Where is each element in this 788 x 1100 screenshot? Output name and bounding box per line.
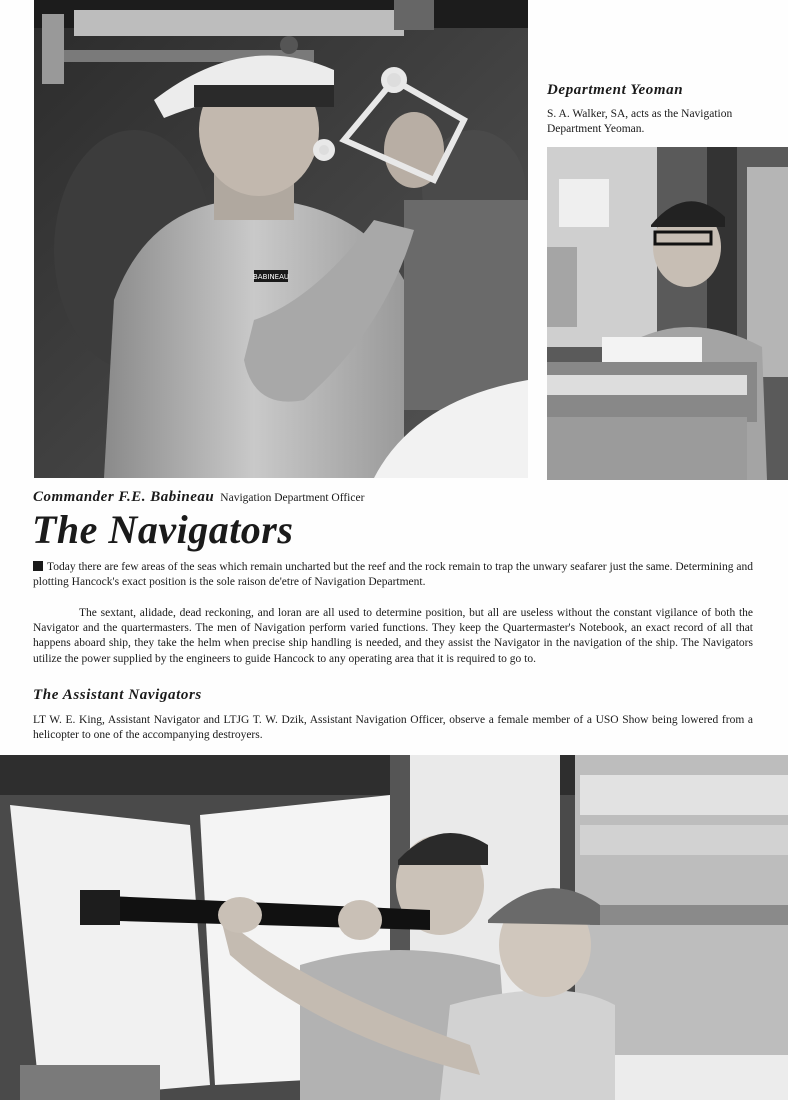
assistant-navigators-title: The Assistant Navigators [33,687,202,703]
commander-caption [33,486,364,506]
photo-commander-illustration [34,0,528,478]
assistant-navigators-caption: LT W. E. King, Assistant Navigator and LTJG T. W. Dzik, Assistant Navigation Officer, observe a female member of a USO Show being lowered from a helicopter to one of the accompanying destroyers. [33,714,753,742]
bullet-square-icon [33,561,43,571]
article-paragraph-1 [33,560,753,590]
page-title: The Navigators [32,507,294,552]
commander-role: Navigation Department Officer [220,492,365,504]
yeoman-caption-text: S. A. Walker, SA, acts as the Navigation Department Yeoman. [547,108,733,135]
article-paragraph-1-text: Today there are few areas of the seas which remain uncharted but the reef and the rock remain to trap the unwary seafarer just the same. Determining and plotting Hancock's exact position is the sole raison de'etre of Navigation Department. [33,561,753,589]
photo-commander-sextant [34,0,528,478]
photo-yeoman-illustration [547,147,788,480]
commander-name: Commander F.E. Babineau [33,489,215,505]
article-paragraph-2: The sextant, alidade, dead reckoning, and loran are all used to determine position, but all are useless without the constant vigilance of both the Navigator and the quartermasters. The men of Navigation perform varied functions. They keep the Quartermaster's Notebook, an exact record of all that happens aboard ship, they take the helm when precise ship handling is needed, and they assist the Navigator in the navigation of the ship. The Navigators utilize the power supplied by the engineers to guide Hancock to any operating area that it is required to go to. [33,607,753,665]
name-tag-text: BABINEAU [252,273,290,281]
photo-assistant-navigators-telescope [0,755,788,1100]
photo-assistants-illustration [0,755,788,1100]
yeoman-caption-title: Department Yeoman [547,82,684,98]
photo-yeoman-typewriter [547,147,788,480]
